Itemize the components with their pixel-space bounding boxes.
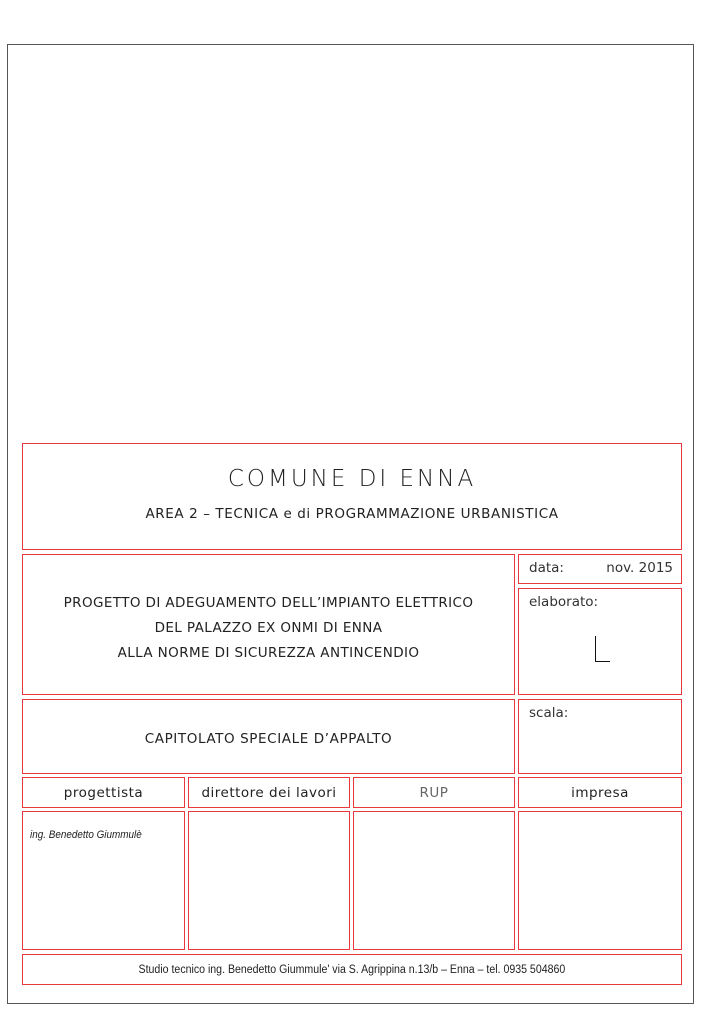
elaborato-code-mark	[595, 636, 610, 662]
area-subtitle: AREA 2 – TECNICA e di PROGRAMMAZIONE URBANISTICA	[145, 506, 559, 522]
project-line-3: ALLA NORME DI SICUREZZA ANTINCENDIO	[117, 645, 420, 661]
role-rup-label: RUP	[419, 784, 449, 801]
signature-box-rup	[353, 811, 515, 950]
date-label: data:	[529, 560, 564, 576]
project-box	[22, 554, 515, 695]
footer-studio-info: Studio tecnico ing. Benedetto Giummule' via S. Agrippina n.13/b – Enna – tel. 0935 504860	[138, 963, 566, 976]
title-header-box	[22, 443, 682, 550]
date-box	[518, 554, 682, 584]
date-value: nov. 2015	[606, 560, 673, 576]
signature-progettista: ing. Benedetto Giummulè	[30, 829, 142, 841]
document-title: CAPITOLATO SPECIALE D’APPALTO	[144, 731, 393, 747]
role-rup	[353, 777, 515, 808]
project-line-2: DEL PALAZZO EX ONMI DI ENNA	[154, 620, 383, 636]
role-progettista	[22, 777, 185, 808]
signature-box-impresa	[518, 811, 682, 950]
role-direttore	[188, 777, 350, 808]
scale-box	[518, 699, 682, 774]
comune-title: COMUNE DI ENNA	[227, 466, 477, 492]
document-title-box	[22, 699, 515, 774]
signature-box-direttore	[188, 811, 350, 950]
scale-label: scala:	[529, 705, 569, 721]
role-impresa-label: impresa	[571, 784, 629, 801]
signature-box-progettista	[22, 811, 185, 950]
role-progettista-label: progettista	[63, 784, 144, 801]
role-direttore-label: direttore dei lavori	[201, 784, 337, 801]
elaborato-label: elaborato:	[529, 594, 599, 610]
project-line-1: PROGETTO DI ADEGUAMENTO DELL’IMPIANTO ELETTRICO	[63, 595, 474, 611]
elaborato-box	[518, 588, 682, 695]
role-impresa	[518, 777, 682, 808]
footer-box	[22, 954, 682, 985]
